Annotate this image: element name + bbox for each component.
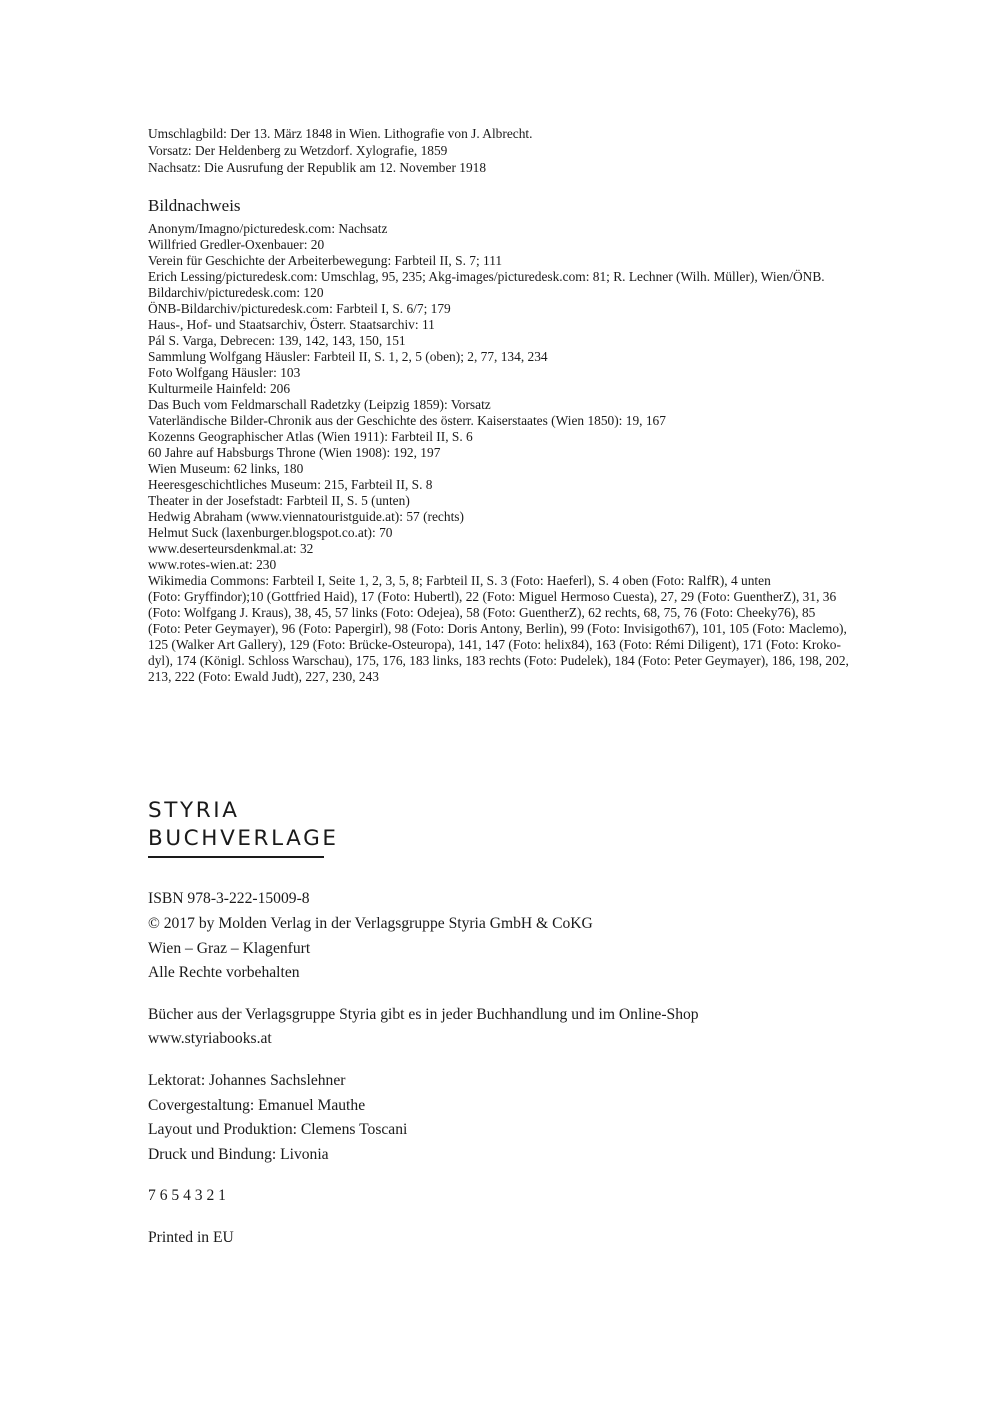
production-credits <box>148 1069 868 1168</box>
print-run-numbers: 7 6 5 4 3 2 1 <box>148 1187 226 1205</box>
credit-line: Erich Lessing/picturedesk.com: Umschlag, 95, 235; Akg-images/picturedesk.com: 81; R. Lechner (Wilh. Müller), Wien/ÖNB. <box>148 269 825 284</box>
credit-line: Kulturmeile Hainfeld: 206 <box>148 381 291 396</box>
logo-line-buchverlage: BUCHVERLAGE <box>148 826 339 851</box>
publication-info <box>148 887 868 986</box>
wikimedia-credit-line: (Foto: Wolfgang J. Kraus), 38, 45, 57 links (Foto: Odejea), 58 (Foto: GuentherZ), 62 rechts, 68, 75, 76 (Foto: Cheeky76), 85 <box>148 605 816 620</box>
credit-line: Verein für Geschichte der Arbeiterbewegung: Farbteil II, S. 7; 111 <box>148 253 503 268</box>
credit-line: ÖNB-Bildarchiv/picturedesk.com: Farbteil I, S. 6/7; 179 <box>148 301 451 316</box>
shop-text: Bücher aus der Verlagsgruppe Styria gibt es in jeder Buchhandlung und im Online-Shop <box>148 1005 699 1023</box>
credit-line: Wien Museum: 62 links, 180 <box>148 461 304 476</box>
image-credits-heading: Bildnachweis <box>148 196 241 215</box>
cover-design: Covergestaltung: Emanuel Mauthe <box>148 1096 366 1114</box>
rights-notice: Alle Rechte vorbehalten <box>148 964 300 982</box>
credit-line: Haus-, Hof- und Staatsarchiv, Österr. Staatsarchiv: 11 <box>148 317 435 332</box>
credit-line: Heeresgeschichtliches Museum: 215, Farbteil II, S. 8 <box>148 477 433 492</box>
cover-image-notes <box>148 125 888 176</box>
print-run-group <box>148 1184 868 1209</box>
logo-line-styria: STYRIA <box>148 798 240 823</box>
credit-line: Vaterländische Bilder-Chronik aus der Geschichte des österr. Kaiserstaates (Wien 1850): 19, 167 <box>148 413 666 428</box>
wikimedia-credit-line: (Foto: Peter Geymayer), 96 (Foto: Papergirl), 98 (Foto: Doris Antony, Berlin), 99 (Foto: Invisigoth67), 101, 105 (Foto: Maclemo), <box>148 621 847 636</box>
wikimedia-credit-line: Wikimedia Commons: Farbteil I, Seite 1, 2, 3, 5, 8; Farbteil II, S. 3 (Foto: Haeferl), S. 4 oben (Foto: RalfR), 4 unten <box>148 573 771 588</box>
layout-production: Layout und Produktion: Clemens Toscani <box>148 1121 408 1139</box>
wikimedia-credit-line: dyl), 174 (Königl. Schloss Warschau), 175, 176, 183 links, 183 rechts (Foto: Pudelek), 184 (Foto: Peter Geymayer), 186, 198, 202, <box>148 653 849 668</box>
cover-note-nachsatz: Nachsatz: Die Ausrufung der Republik am 12. November 1918 <box>148 160 487 175</box>
printed-in-group <box>148 1226 868 1251</box>
credit-line: Pál S. Varga, Debrecen: 139, 142, 143, 150, 151 <box>148 333 406 348</box>
styria-buchverlage-logo <box>148 797 339 858</box>
wikimedia-credits <box>148 573 888 685</box>
credit-line: Foto Wolfgang Häusler: 103 <box>148 365 301 380</box>
credit-line: www.deserteursdenkmal.at: 32 <box>148 541 314 556</box>
credit-line: Willfried Gredler-Oxenbauer: 20 <box>148 237 325 252</box>
credit-line: Kozenns Geographischer Atlas (Wien 1911): Farbteil II, S. 6 <box>148 429 473 444</box>
credit-line: Das Buch vom Feldmarschall Radetzky (Leipzig 1859): Vorsatz <box>148 397 491 412</box>
credit-line: www.rotes-wien.at: 230 <box>148 557 277 572</box>
copyright: © 2017 by Molden Verlag in der Verlagsgruppe Styria GmbH & CoKG <box>148 914 593 932</box>
wikimedia-credit-line: 125 (Walker Art Gallery), 129 (Foto: Brücke-Osteuropa), 141, 147 (Foto: helix84), 163 (Foto: Rémi Diligent), 171 (Foto: Kroko- <box>148 637 841 652</box>
website-url: www.styriabooks.at <box>148 1030 272 1048</box>
credit-line: Sammlung Wolfgang Häusler: Farbteil II, S. 1, 2, 5 (oben); 2, 77, 134, 234 <box>148 349 548 364</box>
credit-line: Hedwig Abraham (www.viennatouristguide.at): 57 (rechts) <box>148 509 464 524</box>
printed-in: Printed in EU <box>148 1228 234 1246</box>
cover-note-vorsatz: Vorsatz: Der Heldenberg zu Wetzdorf. Xylografie, 1859 <box>148 143 448 158</box>
cover-note-umschlag: Umschlagbild: Der 13. März 1848 in Wien. Lithografie von J. Albrecht. <box>148 126 533 141</box>
print-binding: Druck und Bindung: Livonia <box>148 1146 329 1164</box>
credit-line: Helmut Suck (laxenburger.blogspot.co.at): 70 <box>148 525 393 540</box>
wikimedia-credit-line: 213, 222 (Foto: Ewald Judt), 227, 230, 243 <box>148 669 379 684</box>
credit-line: Anonym/Imagno/picturedesk.com: Nachsatz <box>148 221 388 236</box>
lektorat: Lektorat: Johannes Sachslehner <box>148 1071 346 1089</box>
credit-line: Theater in der Josefstadt: Farbteil II, S. 5 (unten) <box>148 493 410 508</box>
logo-underline <box>148 856 324 858</box>
shop-info <box>148 1003 868 1053</box>
imprint-block <box>148 887 868 1267</box>
publisher-cities: Wien – Graz – Klagenfurt <box>148 939 311 957</box>
wikimedia-credit-line: (Foto: Gryffindor);10 (Gottfried Haid), 17 (Foto: Hubertl), 22 (Foto: Miguel Hermoso Cuesta), 27, 29 (Foto: GuentherZ), 31, 36 <box>148 589 837 604</box>
image-credits-list <box>148 221 888 685</box>
isbn: ISBN 978-3-222-15009-8 <box>148 890 310 907</box>
credit-line: Bildarchiv/picturedesk.com: 120 <box>148 285 324 300</box>
credit-line: 60 Jahre auf Habsburgs Throne (Wien 1908): 192, 197 <box>148 445 441 460</box>
